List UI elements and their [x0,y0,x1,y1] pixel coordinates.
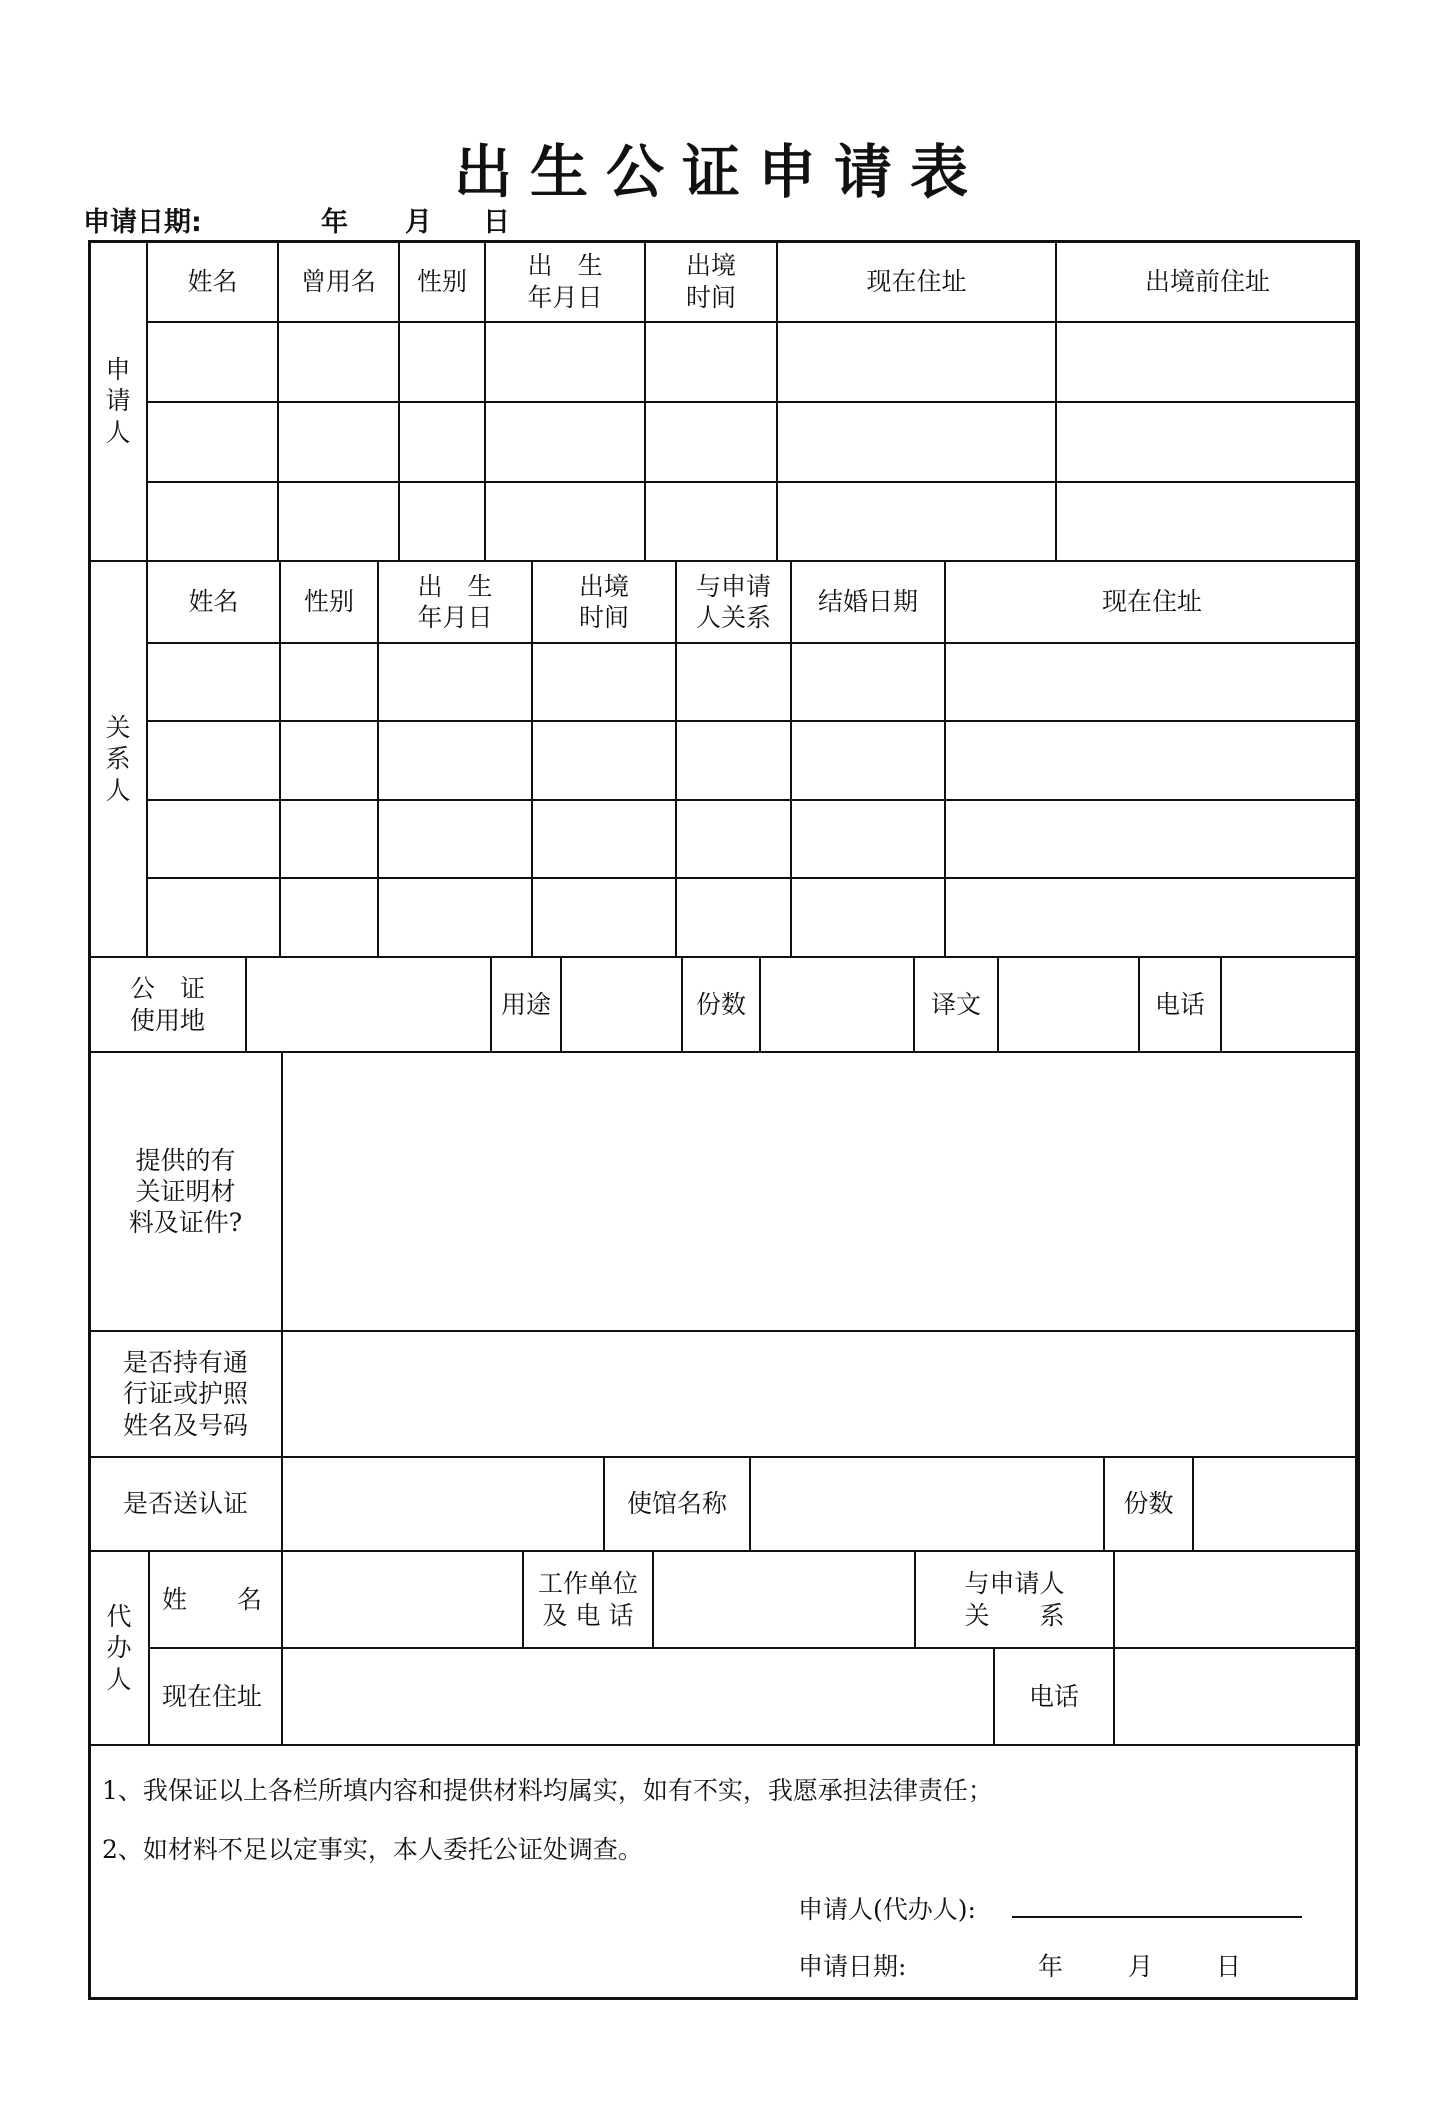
relatives-cell[interactable] [945,878,1359,957]
applicant-cell[interactable] [147,322,278,402]
applicant-header-gender: 性别 [399,241,485,322]
applicant-header-exit-time: 出境 时间 [645,241,777,322]
applicant-cell[interactable] [777,402,1056,482]
certification-copies-field[interactable] [1193,1457,1359,1551]
relatives-cell[interactable] [791,878,945,957]
signature-date-year: 年 [1038,1952,1064,1981]
relatives-cell[interactable] [280,878,378,957]
applicant-header-name: 姓名 [147,241,278,322]
form-title: 出生公证申请表 [453,138,986,206]
relatives-cell[interactable] [676,643,791,721]
applicant-cell[interactable] [1056,482,1359,561]
agent-relation-label: 与申请人 关 系 [915,1551,1114,1648]
apply-date-line [83,200,510,239]
signature-date [798,1947,1242,1983]
relatives-cell[interactable] [147,643,280,721]
relatives-cell[interactable] [676,878,791,957]
applicant-row [89,402,1359,482]
relatives-cell[interactable] [532,721,676,800]
usage-table [88,956,1360,1053]
agent-table [88,1550,1360,1746]
usage-purpose-field[interactable] [561,957,682,1052]
relatives-cell[interactable] [378,643,532,721]
usage-place-label: 公 证 使用地 [89,957,246,1052]
relatives-row [89,878,1359,957]
applicant-cell[interactable] [278,482,399,561]
applicant-row [89,482,1359,561]
signature-label: 申请人(代办人): [798,1895,976,1924]
applicant-side-label: 申 请 人 [89,241,147,561]
relatives-cell[interactable] [791,643,945,721]
applicant-cell[interactable] [645,482,777,561]
applicant-row [89,322,1359,402]
relatives-header-marriage-date: 结婚日期 [791,561,945,643]
passport-label: 是否持有通 行证或护照 姓名及号码 [89,1331,282,1457]
agent-work-label: 工作单位 及 电 话 [523,1551,653,1648]
applicant-cell[interactable] [1056,402,1359,482]
relatives-cell[interactable] [791,800,945,878]
declaration-note-1: 1、我保证以上各栏所填内容和提供材料均属实，如有不实，我愿承担法律责任； [102,1776,993,1805]
agent-phone-label: 电话 [994,1648,1114,1745]
applicant-header-previous-address: 出境前住址 [1056,241,1359,322]
signature-date-month: 月 [1128,1952,1154,1981]
apply-date-month: 月 [405,207,432,238]
relatives-cell[interactable] [532,878,676,957]
relatives-header-gender: 性别 [280,561,378,643]
signature-date-label: 申请日期: [798,1952,907,1981]
applicant-cell[interactable] [278,322,399,402]
applicant-header-current-address: 现在住址 [777,241,1056,322]
agent-relation-field[interactable] [1114,1551,1359,1648]
agent-address-label: 现在住址 [149,1648,282,1745]
signature-field[interactable] [1012,1916,1302,1918]
materials-label: 提供的有 关证明材 料及证件? [89,1052,282,1331]
applicant-cell[interactable] [645,402,777,482]
agent-name-field[interactable] [282,1551,523,1648]
applicant-cell[interactable] [485,402,645,482]
applicant-cell[interactable] [1056,322,1359,402]
usage-translation-field[interactable] [998,957,1139,1052]
apply-date-day: 日 [483,207,510,238]
relatives-cell[interactable] [147,800,280,878]
relatives-cell[interactable] [378,800,532,878]
relatives-header-relation: 与申请 人关系 [676,561,791,643]
relatives-cell[interactable] [378,721,532,800]
relatives-row [89,643,1359,721]
applicant-table [88,240,1360,562]
agent-name-label: 姓 名 [149,1551,282,1648]
certification-field[interactable] [282,1457,604,1551]
apply-date-label: 申请日期: [83,207,202,238]
relatives-cell[interactable] [945,721,1359,800]
relatives-cell[interactable] [280,643,378,721]
applicant-cell[interactable] [399,402,485,482]
relatives-header-name: 姓名 [147,561,280,643]
applicant-cell[interactable] [485,322,645,402]
materials-table [88,1051,1360,1552]
relatives-cell[interactable] [676,721,791,800]
applicant-header-birth-date: 出 生 年月日 [485,241,645,322]
signature-date-day: 日 [1216,1952,1242,1981]
embassy-label: 使馆名称 [604,1457,750,1551]
agent-address-field[interactable] [282,1648,994,1745]
relatives-header-birth-date: 出 生 年月日 [378,561,532,643]
apply-date-year: 年 [321,207,348,238]
usage-purpose-label: 用途 [491,957,561,1052]
usage-phone-label: 电话 [1139,957,1221,1052]
applicant-cell[interactable] [645,322,777,402]
declaration-note-2: 2、如材料不足以定事实，本人委托公证处调查。 [102,1835,643,1864]
relatives-cell[interactable] [147,721,280,800]
declaration-area [88,1745,1358,2000]
relatives-table [88,560,1360,958]
applicant-cell[interactable] [777,322,1056,402]
relatives-row [89,800,1359,878]
applicant-cell[interactable] [777,482,1056,561]
relatives-header-exit-time: 出境 时间 [532,561,676,643]
usage-place-field[interactable] [246,957,491,1052]
relatives-cell[interactable] [945,800,1359,878]
usage-phone-field[interactable] [1221,957,1359,1052]
applicant-header-former-name: 曾用名 [278,241,399,322]
relatives-cell[interactable] [532,800,676,878]
applicant-cell[interactable] [147,402,278,482]
relatives-cell[interactable] [378,878,532,957]
applicant-cell[interactable] [147,482,278,561]
relatives-cell[interactable] [791,721,945,800]
agent-side-label: 代 办 人 [89,1551,149,1745]
passport-field[interactable] [282,1331,1359,1457]
relatives-cell[interactable] [945,643,1359,721]
relatives-cell[interactable] [532,643,676,721]
applicant-cell[interactable] [399,322,485,402]
relatives-header-current-address: 现在住址 [945,561,1359,643]
relatives-cell[interactable] [676,800,791,878]
applicant-cell[interactable] [485,482,645,561]
applicant-cell[interactable] [399,482,485,561]
certification-label: 是否送认证 [89,1457,282,1551]
agent-phone-field[interactable] [1114,1648,1359,1745]
certification-copies-label: 份数 [1104,1457,1193,1551]
relatives-row [89,721,1359,800]
relatives-cell[interactable] [147,878,280,957]
relatives-cell[interactable] [280,721,378,800]
usage-copies-field[interactable] [760,957,914,1052]
relatives-side-label: 关 系 人 [89,561,147,957]
embassy-field[interactable] [750,1457,1104,1551]
usage-copies-label: 份数 [682,957,760,1052]
applicant-cell[interactable] [278,402,399,482]
agent-work-field[interactable] [653,1551,915,1648]
relatives-cell[interactable] [280,800,378,878]
materials-field[interactable] [282,1052,1359,1331]
usage-translation-label: 译文 [914,957,998,1052]
